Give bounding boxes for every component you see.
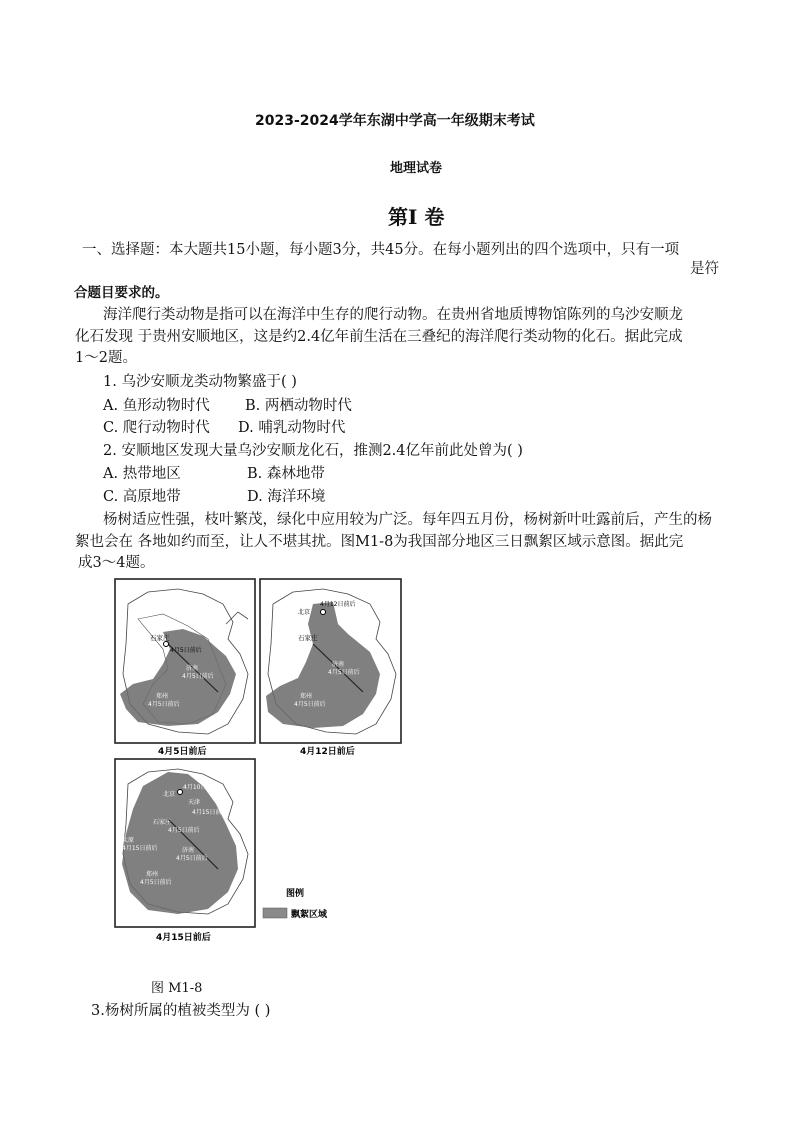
map2-label-sjz: 石家庄: [298, 634, 318, 642]
map3-label-sjz: 石家庄: [153, 819, 172, 826]
map1-date-jinan: 4月5日前后: [182, 673, 214, 680]
passage2-line3: 成3～4题。: [78, 555, 155, 571]
map3-label-taiyuan: 太原: [122, 837, 135, 844]
map1-date-sjz: 4月5日前后: [170, 647, 202, 654]
map-apr12: [260, 579, 401, 757]
flocculation-maps-figure: [108, 574, 408, 974]
map1-caption: 4月5日前后: [158, 747, 207, 757]
map3-label-zhengzhou: 郑州: [146, 871, 159, 878]
map2-label-zhengzhou: 郑州: [300, 693, 313, 700]
map2-date-jinan: 4月5日前后: [328, 669, 360, 676]
passage2-line1: 杨树适应性强，枝叶繁茂，绿化中应用较为广泛。每年四五月份，杨树新叶吐露前后，产生的杨: [103, 512, 712, 528]
passage2-line2: 絮也会在 各地如约而至，让人不堪其扰。图M1-8为我国部分地区三日飘絮区域示意图。据此完: [75, 534, 684, 550]
q3-stem: 3.杨树所属的植被类型为 ( ): [91, 1003, 271, 1019]
q1-option-d: D. 哺乳动物时代: [238, 420, 346, 436]
q1-option-a: A. 鱼形动物时代: [103, 398, 210, 414]
map1-label-jinan: 济南: [186, 665, 199, 672]
passage1-line3: 1～2题。: [75, 350, 137, 366]
q2-option-b: B. 森林地带: [247, 466, 325, 482]
map2-caption: 4月12日前后: [300, 747, 355, 757]
map-apr15: [115, 759, 255, 943]
volume-heading: 第I 卷: [388, 205, 445, 229]
section-instructions-line1: 一、选择题：本大题共15小题，每小题3分，共45分。在每小题列出的四个选项中，只有一项: [82, 242, 680, 258]
subject-title: 地理试卷: [390, 161, 443, 176]
passage1-line1: 海洋爬行类动物是指可以在海洋中生存的爬行动物。在贵州省地质博物馆陈列的乌沙安顺龙: [103, 307, 683, 323]
section-instructions-line1-end: 是符: [690, 261, 719, 277]
q2-option-c: C. 高原地带: [103, 489, 181, 505]
map3-label-tianjin: 天津: [188, 799, 201, 806]
legend-swatch: [263, 908, 287, 918]
map3-date-beijing: 4月10日前后: [183, 784, 219, 791]
map1-date-zhengzhou: 4月5日前后: [148, 701, 180, 708]
map-legend: [263, 887, 328, 920]
exam-title: 2023-2024学年东湖中学高一年级期末考试: [255, 113, 535, 129]
map3-date-tianjin: 4月15日前后: [192, 809, 228, 816]
map2-label-jinan: 济南: [332, 661, 345, 668]
map3-caption: 4月15日前后: [156, 933, 211, 943]
q1-stem: 1. 乌沙安顺龙类动物繁盛于( ): [103, 374, 297, 390]
map1-label-sjz: 石家庄: [150, 634, 170, 642]
map3-label-jinan: 济南: [182, 847, 195, 854]
legend-label: 飘絮区域: [291, 910, 328, 920]
map3-date-zhengzhou: 4月5日前后: [140, 879, 172, 886]
map3-label-beijing: 北京: [163, 791, 176, 798]
map2-date-beijing: 4月12日前后: [320, 601, 356, 608]
passage1-line2: 化石发现 于贵州安顺地区，这是约2.4亿年前生活在三叠纪的海洋爬行类动物的化石。据此完成: [75, 329, 683, 345]
map1-label-zhengzhou: 郑州: [156, 693, 169, 700]
q1-option-b: B. 两栖动物时代: [245, 398, 352, 414]
map-apr5: [115, 579, 255, 757]
map2-date-zhengzhou: 4月5日前后: [294, 701, 326, 708]
legend-title: 图例: [286, 889, 305, 899]
section-instructions-line2: 合题目要求的。: [74, 285, 169, 301]
q2-option-d: D. 海洋环境: [247, 489, 326, 505]
q1-option-c: C. 爬行动物时代: [103, 420, 210, 436]
figure-label: 图 M1-8: [151, 981, 203, 996]
map3-date-taiyuan: 4月15日前后: [122, 845, 158, 852]
map3-date-jinan: 4月5日前后: [176, 855, 208, 862]
q2-stem: 2. 安顺地区发现大量乌沙安顺龙化石，推测2.4亿年前此处曾为( ): [103, 443, 523, 459]
map3-date-sjz: 4月5日前后: [168, 827, 200, 834]
map2-label-beijing: 北京: [298, 609, 311, 616]
q2-option-a: A. 热带地区: [103, 466, 181, 482]
